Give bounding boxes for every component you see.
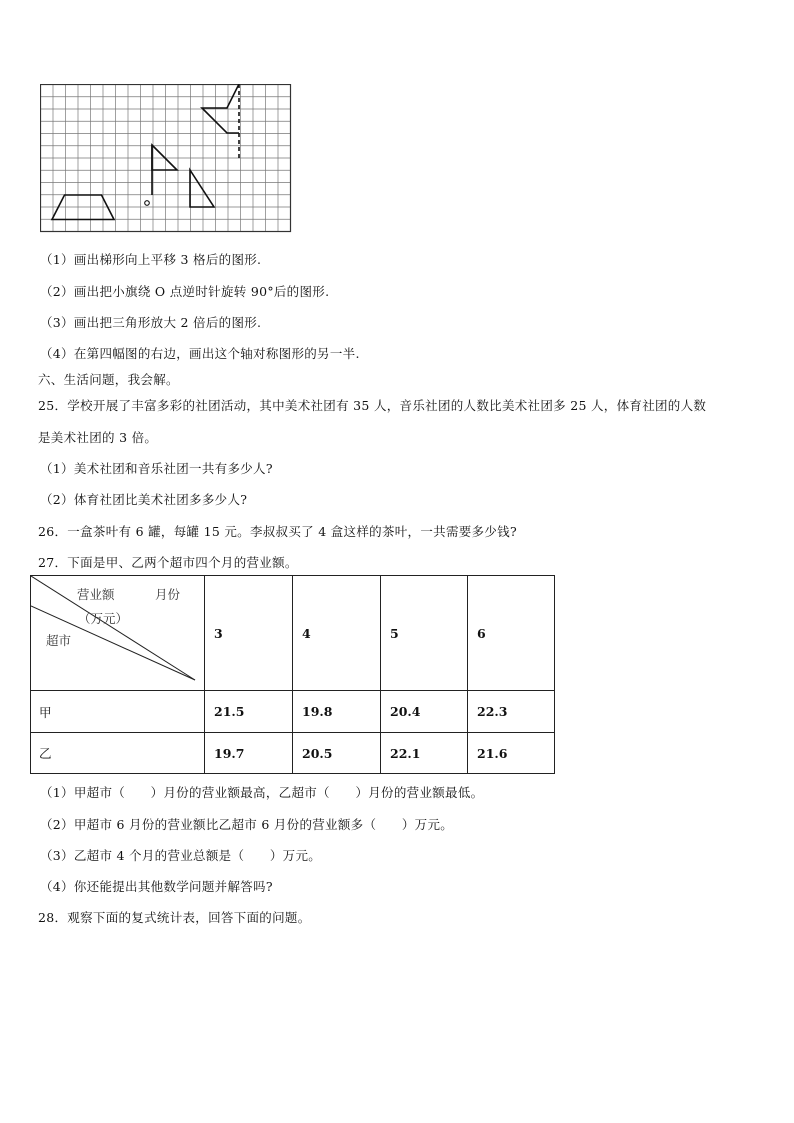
row-label-yi: 乙 [31,733,205,774]
section-6-title: 六、生活问题，我会解。 [38,372,179,387]
table-row [31,691,555,733]
table-row [31,733,555,774]
month-header: 5 [381,576,468,691]
q26-text: 26．一盒茶叶有 6 罐，每罐 15 元。李叔叔买了 4 盒这样的茶叶，一共需要多少钱? [38,524,517,539]
q25-part-2: （2）体育社团比美术社团多多少人? [40,492,248,507]
month-header: 6 [468,576,555,691]
q28-text: 28．观察下面的复式统计表，回答下面的问题。 [38,910,311,925]
q24-part-1: （1）画出梯形向上平移 3 格后的图形. [40,252,262,267]
row-label-jia: 甲 [31,691,205,733]
q25-text-line1: 25．学校开展了丰富多彩的社团活动，其中美术社团有 35 人，音乐社团的人数比美术社团多 25 人，体育社团的人数 [38,398,707,413]
corner-label-market: 超市 [46,633,72,648]
table-cell: 21.5 [205,691,293,733]
q27-title: 27．下面是甲、乙两个超市四个月的营业额。 [38,555,298,570]
half-symmetric-shape [202,84,239,133]
q24-part-3: （3）画出把三角形放大 2 倍后的图形. [40,315,262,330]
table-cell: 19.8 [293,691,381,733]
table-cell: 20.4 [381,691,468,733]
q27-part-3: （3）乙超市 4 个月的营业总额是（ ）万元。 [40,848,322,863]
q24-part-2: （2）画出把小旗绕 O 点逆时针旋转 90°后的图形. [40,284,330,299]
corner-label-sales: 营业额 [77,587,115,602]
q24-part-4: （4）在第四幅图的右边，画出这个轴对称图形的另一半. [40,346,360,361]
point-o-marker [145,201,150,206]
q25-text-line2: 是美术社团的 3 倍。 [38,430,158,445]
table-corner-cell [31,576,205,691]
table-header-row [31,576,555,691]
q27-part-2: （2）甲超市 6 月份的营业额比乙超市 6 月份的营业额多（ ）万元。 [40,817,454,832]
table-cell: 21.6 [468,733,555,774]
corner-label-month: 月份 [155,587,181,602]
q25-part-1: （1）美术社团和音乐社团一共有多少人? [40,461,273,476]
flag-shape [152,145,177,195]
corner-label-unit: （万元） [78,611,129,626]
q27-part-4: （4）你还能提出其他数学问题并解答吗? [40,879,273,894]
table-cell: 20.5 [293,733,381,774]
table-cell: 19.7 [205,733,293,774]
table-cell: 22.3 [468,691,555,733]
q27-part-1: （1）甲超市（ ）月份的营业额最高，乙超市（ ）月份的营业额最低。 [40,785,484,800]
sales-table [30,575,555,774]
grid-figure [40,84,292,233]
month-header: 3 [205,576,293,691]
table-cell: 22.1 [381,733,468,774]
month-header: 4 [293,576,381,691]
triangle-shape [190,170,214,207]
